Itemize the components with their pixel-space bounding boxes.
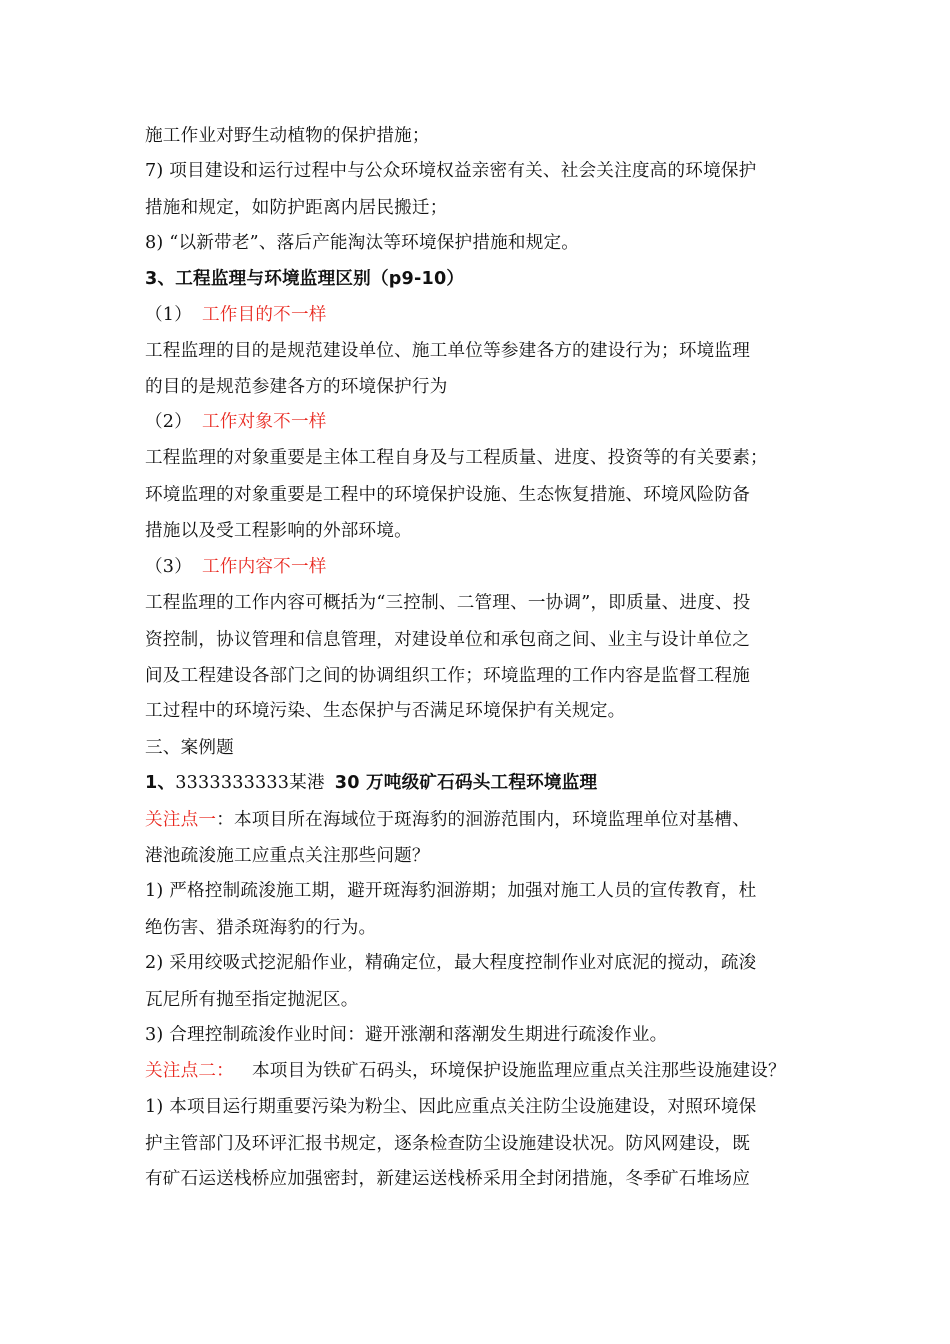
item-number: （3） bbox=[145, 557, 192, 577]
item-heading-3 bbox=[145, 556, 327, 578]
answer-line: 3) 合理控制疏浚作业时间：避开涨潮和落潮发生期进行疏浚作业。 bbox=[145, 1025, 668, 1045]
item-number: （1） bbox=[145, 305, 192, 325]
paragraph-line: 的目的是规范参建各方的环境保护行为 bbox=[145, 377, 448, 397]
paragraph-line: 环境监理的对象重要是工程中的环境保护设施、生态恢复措施、环境风险防备 bbox=[145, 485, 750, 505]
case-code: 3333333333某港 bbox=[175, 773, 325, 793]
paragraph-line: 工程监理的对象重要是主体工程自身及与工程质量、进度、投资等的有关要素； bbox=[145, 448, 768, 468]
item-title: 工作对象不一样 bbox=[201, 412, 327, 432]
paragraph-line: 资控制，协议管理和信息管理，对建设单位和承包商之间、业主与设计单位之 bbox=[145, 630, 750, 650]
case-title: 30 万吨级矿石码头工程环境监理 bbox=[334, 773, 598, 793]
paragraph-line: 间及工程建设各部门之间的协调组织工作；环境监理的工作内容是监督工程施 bbox=[145, 666, 750, 686]
paragraph-line: 工程监理的目的是规范建设单位、施工单位等参建各方的建设行为；环境监理 bbox=[145, 341, 750, 361]
section-heading-case: 三、案例题 bbox=[145, 738, 234, 758]
paragraph-line: 工程监理的工作内容可概括为“三控制、二管理、一协调”，即质量、进度、投 bbox=[145, 593, 751, 613]
paragraph-line: 措施以及受工程影响的外部环境。 bbox=[145, 521, 412, 541]
answer-line: 绝伤害、猎杀斑海豹的行为。 bbox=[145, 918, 377, 938]
focus-question: ：本项目所在海域位于斑海豹的洄游范围内，环境监理单位对基槽、 bbox=[216, 810, 751, 830]
focus-label: 关注点二： bbox=[145, 1061, 234, 1081]
focus-label: 关注点一 bbox=[145, 810, 217, 830]
paragraph-line: 8) “以新带老”、落后产能淘汰等环境保护措施和规定。 bbox=[145, 233, 580, 253]
focus-point-2 bbox=[145, 1060, 786, 1082]
paragraph-line: 港池疏浚施工应重点关注那些问题？ bbox=[145, 846, 430, 866]
answer-line: 护主管部门及环评汇报书规定，逐条检查防尘设施建设状况。防风网建设，既 bbox=[145, 1134, 750, 1154]
paragraph-line: 施工作业对野生动植物的保护措施； bbox=[145, 126, 430, 146]
answer-line: 有矿石运送栈桥应加强密封，新建运送栈桥采用全封闭措施，冬季矿石堆场应 bbox=[145, 1169, 750, 1189]
case-heading bbox=[145, 772, 597, 794]
item-title: 工作内容不一样 bbox=[201, 557, 327, 577]
paragraph-line: 措施和规定，如防护距离内居民搬迁； bbox=[145, 198, 448, 218]
item-heading-1 bbox=[145, 304, 327, 326]
answer-line: 2) 采用绞吸式挖泥船作业，精确定位，最大程度控制作业对底泥的搅动，疏浚 bbox=[145, 953, 757, 973]
section-heading-3: 3、工程监理与环境监理区别（p9-10） bbox=[145, 269, 465, 289]
answer-line: 1) 本项目运行期重要污染为粉尘、因此应重点关注防尘设施建设，对照环境保 bbox=[145, 1097, 757, 1117]
case-number: 1、 bbox=[145, 773, 176, 793]
paragraph-line: 工过程中的环境污染、生态保护与否满足环境保护有关规定。 bbox=[145, 701, 626, 721]
focus-point-1 bbox=[145, 809, 750, 831]
item-heading-2 bbox=[145, 411, 327, 433]
item-number: （2） bbox=[145, 412, 192, 432]
focus-question: 本项目为铁矿石码头，环境保护设施监理应重点关注那些设施建设？ bbox=[251, 1061, 786, 1081]
answer-line: 瓦尼所有抛至指定抛泥区。 bbox=[145, 990, 359, 1010]
item-title: 工作目的不一样 bbox=[201, 305, 327, 325]
paragraph-line: 7) 项目建设和运行过程中与公众环境权益亲密有关、社会关注度高的环境保护 bbox=[145, 161, 757, 181]
answer-line: 1) 严格控制疏浚施工期，避开斑海豹洄游期；加强对施工人员的宣传教育，杜 bbox=[145, 881, 757, 901]
